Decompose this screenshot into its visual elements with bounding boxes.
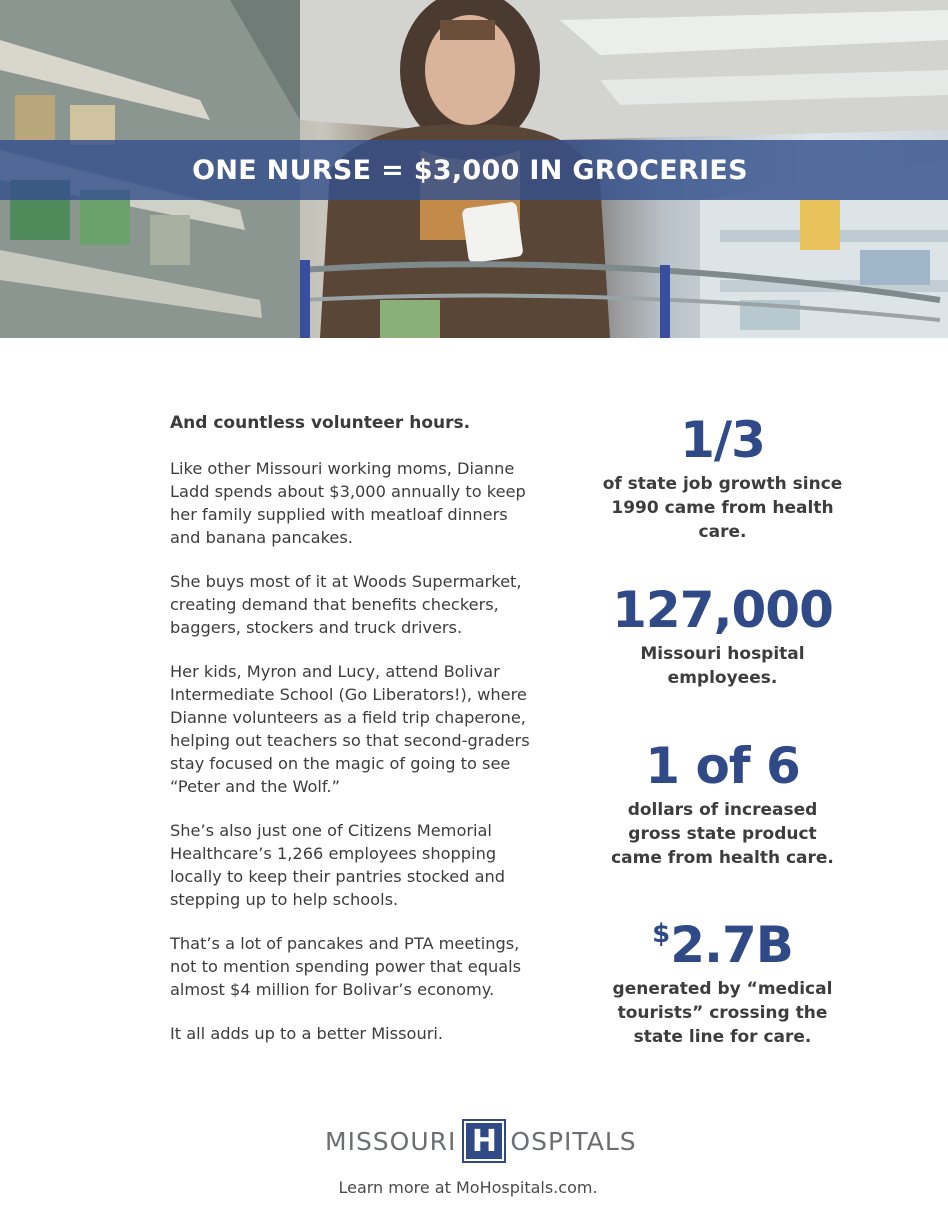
stat-gross-state-product: [600, 738, 845, 870]
logo-mark: H: [466, 1123, 502, 1159]
story-paragraph: It all adds up to a better Missouri.: [170, 1024, 443, 1043]
story-paragraph: Her kids, Myron and Lucy, attend Bolivar Intermediate School (Go Liberators!), where Dianne volunteers as a field trip chaperone, helping out teachers so that second-graders stay focused on the magic of going to see “Peter and the Wolf.”: [170, 662, 530, 796]
stat-description: Missouri hospital employees.: [640, 644, 805, 688]
hero-photo: [0, 0, 948, 338]
learn-more-link[interactable]: Learn more at MoHospitals.com.: [338, 1178, 598, 1197]
story-paragraph: Like other Missouri working moms, Dianne Ladd spends about $3,000 annually to keep her family supplied with meatloaf dinners and banana pancakes.: [170, 459, 526, 547]
stat-description: of state job growth since 1990 came from health care.: [602, 474, 843, 542]
stat-description: dollars of increased gross state product came from health care.: [611, 800, 834, 868]
hero-banner: [0, 140, 948, 200]
story-paragraph: That’s a lot of pancakes and PTA meetings, not to mention spending power that equals almost $4 million for Bolivar’s economy.: [170, 934, 522, 999]
hospital-h-icon: [462, 1119, 506, 1163]
missouri-hospitals-logo: [325, 1117, 637, 1165]
story-column: [170, 412, 535, 1066]
story-paragraph: She’s also just one of Citizens Memorial Healthcare’s 1,266 employees shopping locally to keep their pantries stocked and stepping up to help schools.: [170, 821, 506, 909]
logo-text-right: OSPITALS: [510, 1126, 637, 1156]
stat-value: [600, 906, 845, 973]
stat-hospital-employees: [600, 582, 845, 690]
stat-medical-tourists: [600, 906, 845, 1049]
currency-symbol: $: [652, 919, 671, 949]
hero-title: ONE NURSE = $3,000 IN GROCERIES: [192, 154, 748, 186]
logo-text-left: MISSOURI: [325, 1126, 457, 1156]
stat-value: 1 of 6: [645, 737, 800, 795]
stat-job-growth: [600, 412, 845, 544]
stat-value: 1/3: [680, 411, 765, 469]
stat-amount: 2.7B: [670, 916, 793, 974]
stat-description: generated by “medical tourists” crossing the state line for care.: [612, 979, 833, 1047]
story-paragraph: She buys most of it at Woods Supermarket, creating demand that benefits checkers, baggers, stockers and truck drivers.: [170, 572, 522, 637]
story-lead: And countless volunteer hours.: [170, 413, 471, 433]
stat-value: 127,000: [612, 581, 833, 639]
